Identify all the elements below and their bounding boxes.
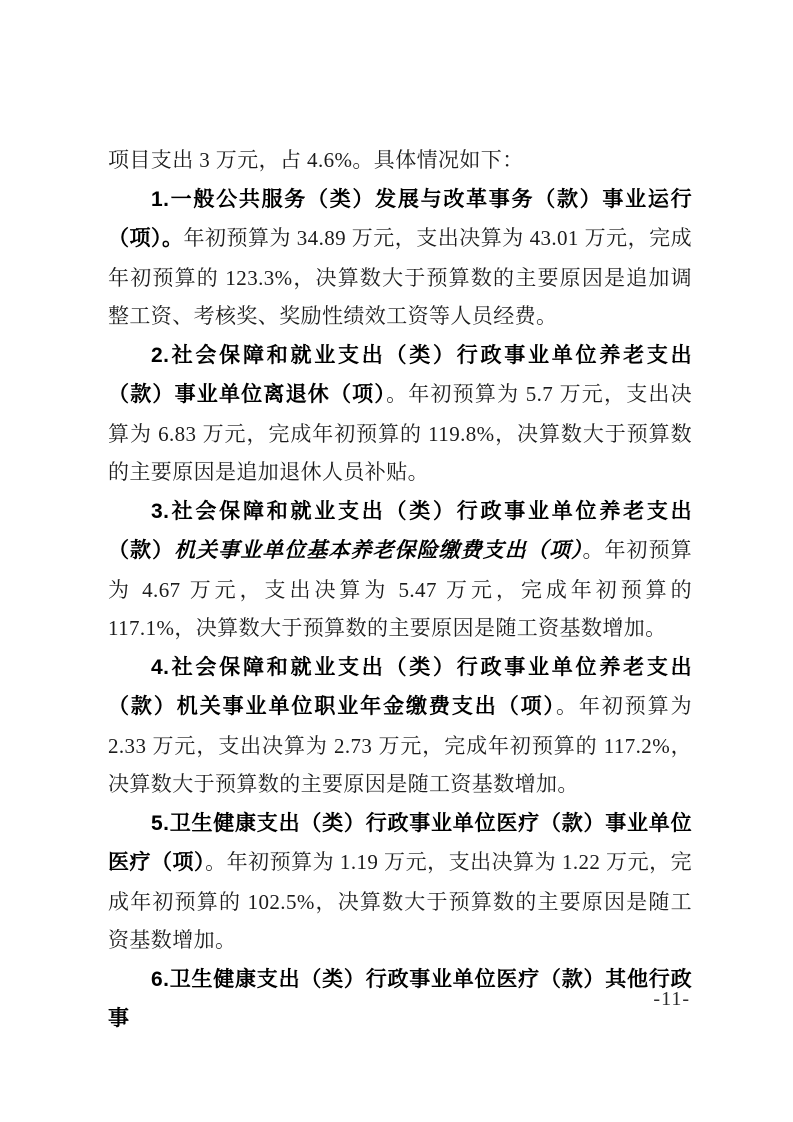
paragraph bbox=[108, 648, 692, 804]
paragraph bbox=[108, 336, 692, 492]
paragraph bbox=[108, 804, 692, 960]
body-text: 。年初预算为 2.33 万元，支出决算为 2.73 万元，完成年初预算的 117.2%，决算数大于预算数的主要原因是随工资基数增加。 bbox=[108, 694, 693, 796]
paragraph bbox=[108, 141, 692, 180]
page-number: -11- bbox=[653, 988, 690, 1010]
section-heading-text: 1.一般公共服务（类）发展与改革事务（款）事业运行（项）。 bbox=[108, 187, 692, 250]
section-heading-text: 3.社会保障和就业支出（类）行政事业单位养老支出（款） bbox=[108, 499, 692, 562]
paragraph bbox=[108, 180, 692, 336]
section-heading-text: 5.卫生健康支出（类）行政事业单位医疗（款）事业单位医疗（项） bbox=[108, 811, 692, 874]
body-text: 年初预算为 34.89 万元，支出决算为 43.01 万元，完成年初预算的 123.3%，决算数大于预算数的主要原因是追加调整工资、考核奖、奖励性绩效工资等人员经费。 bbox=[108, 226, 692, 328]
body-text: 。年初预算为 1.19 万元，支出决算为 1.22 万元，完成年初预算的 102.5%，决算数大于预算数的主要原因是随工资基数增加。 bbox=[108, 850, 692, 952]
paragraph bbox=[108, 492, 692, 648]
body-text: 项目支出 3 万元，占 4.6%。具体情况如下： bbox=[108, 148, 524, 172]
body-text: 。年初预算为 5.7 万元，支出决算为 6.83 万元，完成年初预算的 119.8%，决算数大于预算数的主要原因是追加退休人员补贴。 bbox=[108, 382, 692, 484]
body-text: 。年初预算为 4.67 万元，支出决算为 5.47 万元，完成年初预算的 117.1%，决算数大于预算数的主要原因是随工资基数增加。 bbox=[108, 538, 693, 640]
section-heading-text: 6.卫生健康支出（类）行政事业单位医疗（款）其他行政事 bbox=[108, 967, 692, 1030]
section-heading-italic-text: 机关事业单位基本养老保险缴费支出（项） bbox=[174, 539, 583, 562]
section-heading-text: 2.社会保障和就业支出（类）行政事业单位养老支出（款）事业单位离退休（项） bbox=[108, 343, 692, 406]
section-heading-text: 4.社会保障和就业支出（类）行政事业单位养老支出（款）机关事业单位职业年金缴费支出（项） bbox=[108, 655, 692, 718]
paragraph bbox=[108, 960, 692, 1039]
document-body bbox=[108, 141, 692, 1039]
